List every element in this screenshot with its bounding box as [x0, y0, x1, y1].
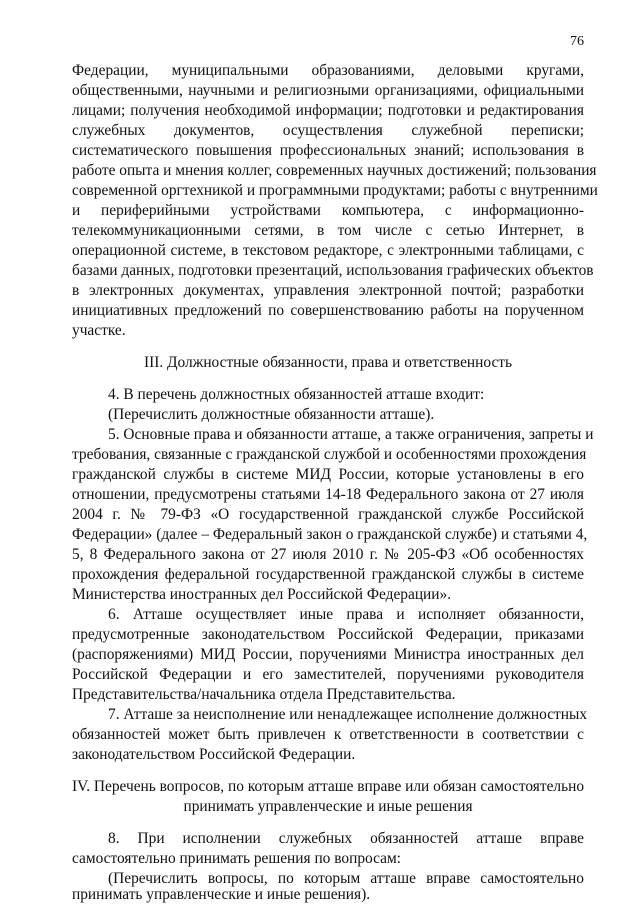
text-line: требования, связанные с гражданской службой и особенностями прохождения [72, 446, 587, 463]
text-line: 8. При исполнении служебных обязанностей атташе вправе [108, 830, 584, 847]
text-line: Представительства/начальника отдела Представительства. [72, 686, 456, 703]
text-line: Федерации, муниципальными образованиями, деловыми кругами, [72, 62, 584, 79]
text-line: служебных документов, осуществления служебной переписки; [72, 122, 584, 139]
text-line: (Перечислить должностные обязанности атташе). [108, 406, 435, 423]
text-line: и периферийными устройствами компьютера, с информационно- [72, 202, 584, 219]
text-line: в электронных документах, управления электронной почтой; разработки [72, 282, 584, 299]
text-line: общественными, научными и религиозными организациями, официальными [72, 82, 584, 99]
text-line: гражданской службы в системе МИД России, которые установлены в его [72, 466, 584, 483]
section-heading: III. Должностные обязанности, права и ответственность [143, 354, 513, 371]
text-line: операционной системе, в текстовом редакторе, с электронными таблицами, с [72, 242, 584, 259]
text-line: участке. [72, 322, 126, 339]
text-line: работе опыта и мнения коллег, современных научных достижений; пользования [72, 162, 597, 179]
text-line: Министерства иностранных дел Российской Федерации». [72, 586, 452, 603]
text-line: законодательством Российской Федерации. [72, 746, 356, 763]
text-line: 2004 г. № 79-ФЗ «О государственной гражданской службе Российской [72, 506, 584, 523]
section-heading: IV. Перечень вопросов, по которым атташе вправе или обязан самостоятельно [71, 778, 585, 795]
text-line: обязанностей может быть привлечен к ответственности в соответствии с [72, 726, 584, 743]
page-number: 76 [570, 34, 584, 49]
text-line: Российской Федерации и его заместителей, поручениями руководителя [72, 666, 584, 683]
text-line: систематического повышения профессиональных знаний; использования в [72, 142, 584, 159]
text-line: предусмотренные законодательством Российской Федерации, приказами [72, 626, 584, 643]
text-line: 7. Атташе за неисполнение или ненадлежащее исполнение должностных [108, 706, 588, 723]
text-line: телекоммуникационными сетями, в том числе с сетью Интернет, в [72, 222, 584, 239]
text-line: 5, 8 Федерального закона от 27 июля 2010 г. № 205-ФЗ «Об особенностях [72, 546, 584, 563]
text-line: 6. Атташе осуществляет иные права и исполняет обязанности, [108, 606, 584, 623]
text-line: лицами; получения необходимой информации; подготовки и редактирования [72, 102, 584, 119]
text-line: современной оргтехникой и программными продуктами; работы с внутренними [72, 182, 598, 199]
text-line: Федерации» (далее – Федеральный закон о гражданской службе) и статьями 4, [72, 526, 588, 543]
text-line: инициативных предложений по совершенствованию работы на порученном [72, 302, 584, 319]
text-line: отношении, предусмотрены статьями 14-18 Федерального закона от 27 июля [72, 486, 584, 503]
text-line: базами данных, подготовки презентаций, использования графических объектов [72, 262, 594, 279]
section-heading: принимать управленческие и иные решения [183, 798, 473, 815]
text-line: (распоряжениями) МИД России, поручениями Министра иностранных дел [72, 646, 584, 663]
text-line: 5. Основные права и обязанности атташе, а также ограничения, запреты и [108, 426, 594, 443]
text-line: самостоятельно принимать решения по вопросам: [72, 850, 401, 867]
text-line: принимать управленческие и иные решения). [72, 886, 371, 903]
text-line: прохождения федеральной государственной гражданской службы в системе [72, 566, 584, 583]
text-line: 4. В перечень должностных обязанностей атташе входит: [108, 386, 485, 403]
text-line: (Перечислить вопросы, по которым атташе вправе самостоятельно [108, 870, 584, 887]
